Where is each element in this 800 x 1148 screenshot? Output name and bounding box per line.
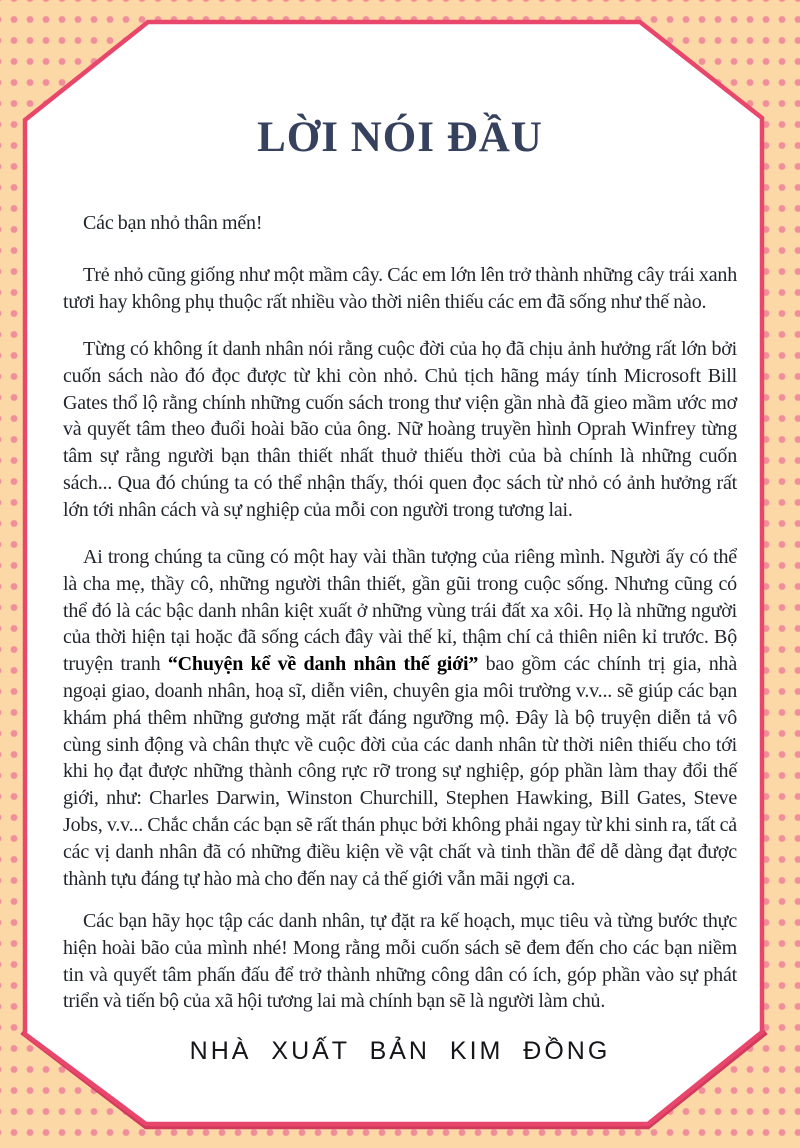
paragraph-1: Trẻ nhỏ cũng giống như một mầm cây. Các em lớn lên trở thành những cây trái xanh tươi hay không phụ thuộc rất nhiều vào thời niên thiếu các em đã sống như thế nào. [63,264,737,313]
paragraph-2: Từng có không ít danh nhân nói rằng cuộc đời của họ đã chịu ảnh hưởng rất lớn bởi cuốn sách nào đó đọc được từ khi còn nhỏ. Chủ tịch hãng máy tính Microsoft Bill Gates thổ lộ rằng chính những cuốn sách trong thư viện gần nhà đã gieo mầm ước mơ và quyết tâm theo đuổi hoài bão của ông. Nữ hoàng truyền hình Oprah Winfrey từng tâm sự rằng người bạn thân thiết nhất thuở thiếu thời của bà chính là những cuốn sách... Qua đó chúng ta có thể nhận thấy, thói quen đọc sách từ nhỏ có ảnh hưởng rất lớn tới nhân cách và sự nghiệp của mỗi con người trong tương lai. [63,338,737,521]
paragraph-3 [63,544,737,892]
greeting-text: Các bạn nhỏ thân mến! [83,212,263,234]
series-title-bold: “Chuyện kể về danh nhân thế giới” [167,653,479,676]
paragraph-3-after: bao gồm các chính trị gia, nhà ngoại giao, doanh nhân, hoạ sĩ, diễn viên, chuyên gia môi trường v.v... sẽ giúp các bạn khám phá thêm những gương mặt rất đáng ngưỡng mộ. Đây là bộ truyện diễn tả vô cùng sinh động và chân thực về cuộc đời của các danh nhân từ thời niên thiếu cho tới khi họ đạt được những thành công rực rỡ trong sự nghiệp, góp phần làm thay đổi thế giới, như: Charles Darwin, Winston Churchill, Stephen Hawking, Bill Gates, Steve Jobs, v.v... Chắc chắn các bạn sẽ rất thán phục bởi không phải ngay từ khi sinh ra, tất cả các vị danh nhân đã có những điều kiện về vật chất và tinh thần để dễ dàng đạt được thành tựu đáng tự hào mà cho đến nay cả thế giới vẫn mãi ngợi ca. [63,653,737,890]
page-title: LỜI NÓI ĐẦU [257,114,543,161]
paragraph-3-before: Ai trong chúng ta cũng có một hay vài thần tượng của riêng mình. Người ấy có thể là cha mẹ, thầy cô, những người thân thiết, gần gũi trong cuộc sống. Nhưng cũng có thể đó là các bậc danh nhân kiệt xuất ở những vùng trái đất xa xôi. Họ là những người của thời hiện tại hoặc đã sống cách đây vài thế kỉ, thậm chí cả thiên niên kỉ trước. Bộ truyện tranh [63,546,737,676]
publisher-name: NHÀ XUẤT BẢN KIM ĐỒNG [189,1037,611,1065]
paragraph-4: Các bạn hãy học tập các danh nhân, tự đặt ra kế hoạch, mục tiêu và từng bước thực hiện hoài bão của mình nhé! Mong rằng mỗi cuốn sách sẽ đem đến cho các bạn niềm tin và quyết tâm phấn đấu để trở thành những công dân có ích, góp phần vào sự phát triển và tiến bộ của xã hội tương lai mà chính bạn sẽ là người làm chủ. [63,910,737,1013]
